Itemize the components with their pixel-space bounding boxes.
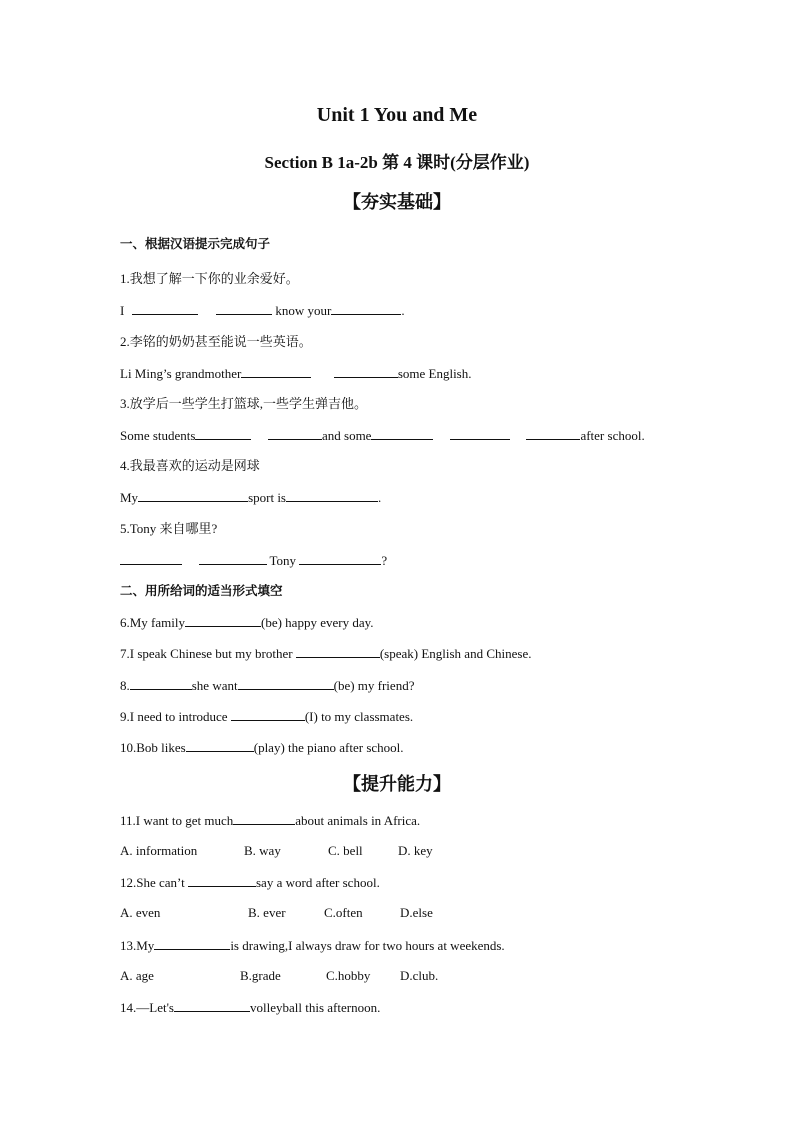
q11-option-b[interactable]: B. way: [244, 843, 281, 858]
q2-blank-1[interactable]: [241, 364, 311, 378]
q3-text-c: after school.: [580, 428, 645, 443]
part-b-heading: 【提升能力】: [343, 774, 451, 794]
q11-text-a: 11.I want to get much: [120, 813, 234, 828]
section1-heading: 一、根据汉语提示完成句子: [120, 236, 271, 251]
q11-text-b: about animals in Africa.: [295, 813, 421, 828]
q12-option-b[interactable]: B. ever: [248, 905, 286, 920]
q1-text-a: I: [120, 303, 125, 318]
q2-chinese: 2.李铭的奶奶甚至能说一些英语。: [120, 334, 312, 349]
q11-option-d[interactable]: D. key: [398, 843, 433, 858]
q4-text-a: My: [120, 490, 139, 505]
q12-text-a: 12.She can’t: [120, 875, 185, 890]
q13-option-b[interactable]: B.grade: [240, 968, 281, 983]
q12-option-a[interactable]: A. even: [120, 905, 161, 920]
q5-text-a: Tony: [269, 553, 297, 568]
q5-blank-3[interactable]: [299, 551, 381, 565]
q3-english: [120, 426, 645, 445]
q12-option-c[interactable]: C.often: [324, 905, 363, 920]
q14-text-a: 14.—Let's: [120, 1000, 174, 1015]
q14-text-b: volleyball this afternoon.: [249, 1000, 381, 1015]
section2-heading: 二、用所给词的适当形式填空: [120, 583, 283, 598]
q3-chinese: 3.放学后一些学生打篮球,一些学生弹吉他。: [120, 396, 368, 411]
q12-blank[interactable]: [188, 873, 256, 887]
q10: [120, 738, 404, 757]
q7: [120, 644, 531, 663]
q4-english: [120, 488, 381, 507]
q8-text-c: (be) my friend?: [333, 678, 415, 693]
q11: [120, 811, 420, 830]
q2-text-b: some English.: [397, 366, 472, 381]
q13-text-b: is drawing,I always draw for two hours at weekends.: [230, 938, 505, 953]
q3-blank-5[interactable]: [526, 426, 580, 440]
q8-text-b: she want: [191, 678, 238, 693]
q5-english: [120, 551, 387, 570]
q1-blank-2[interactable]: [216, 301, 272, 315]
q5-blank-1[interactable]: [120, 551, 182, 565]
q4-text-end: .: [377, 490, 382, 505]
q4-text-b: sport is: [248, 490, 286, 505]
q2-blank-2[interactable]: [334, 364, 398, 378]
q14: [120, 998, 380, 1017]
q12-text-b: say a word after school.: [256, 875, 380, 890]
q13-text-a: 13.My: [120, 938, 155, 953]
q8-blank-1[interactable]: [130, 676, 192, 690]
q1-chinese: 1.我想了解一下你的业余爱好。: [120, 271, 299, 286]
q13: [120, 936, 505, 955]
q5-blank-2[interactable]: [199, 551, 267, 565]
q2-english: [120, 364, 472, 383]
q7-text-b: (speak) English and Chinese.: [379, 646, 532, 661]
q3-blank-4[interactable]: [450, 426, 510, 440]
q13-option-a[interactable]: A. age: [120, 968, 154, 983]
q13-blank[interactable]: [154, 936, 230, 950]
q1-blank-3[interactable]: [331, 301, 401, 315]
q9: [120, 707, 413, 726]
q3-blank-3[interactable]: [371, 426, 433, 440]
q7-text-a: 7.I speak Chinese but my brother: [120, 646, 293, 661]
q11-option-c[interactable]: C. bell: [328, 843, 363, 858]
page-title: Unit 1 You and Me: [316, 104, 478, 126]
q10-blank[interactable]: [186, 738, 254, 752]
q6: [120, 613, 374, 632]
part-a-heading: 【夯实基础】: [343, 192, 451, 212]
q4-chinese: 4.我最喜欢的运动是网球: [120, 458, 260, 473]
q8-blank-2[interactable]: [238, 676, 334, 690]
q10-text-a: 10.Bob likes: [120, 740, 186, 755]
q11-options: [120, 842, 433, 860]
q1-blank-1[interactable]: [132, 301, 198, 315]
q6-text-a: 6.My family: [120, 615, 185, 630]
q11-blank[interactable]: [233, 811, 295, 825]
q13-option-c[interactable]: C.hobby: [326, 968, 371, 983]
page-subtitle: Section B 1a-2b 第 4 课时(分层作业): [264, 153, 530, 172]
q12: [120, 873, 380, 892]
q3-blank-1[interactable]: [195, 426, 251, 440]
q8-text-a: 8.: [120, 678, 130, 693]
q2-text-a: Li Ming’s grandmother: [120, 366, 242, 381]
q1-text-end: .: [401, 303, 405, 318]
q13-option-d[interactable]: D.club.: [400, 968, 439, 983]
q14-blank[interactable]: [174, 998, 250, 1012]
q1-english: [120, 301, 405, 320]
q4-blank-1[interactable]: [138, 488, 248, 502]
q6-text-b: (be) happy every day.: [261, 615, 374, 630]
q9-blank[interactable]: [231, 707, 305, 721]
q13-options: [120, 967, 438, 985]
q5-text-end: ?: [381, 553, 388, 568]
q3-text-b: and some: [321, 428, 372, 443]
q4-blank-2[interactable]: [286, 488, 378, 502]
q3-text-a: Some students: [120, 428, 196, 443]
q9-text-a: 9.I need to introduce: [120, 709, 228, 724]
q1-text-b: know your: [275, 303, 332, 318]
q8: [120, 676, 414, 695]
q12-options: [120, 904, 433, 922]
q11-option-a[interactable]: A. information: [120, 843, 198, 858]
q5-chinese: 5.Tony 来自哪里?: [120, 521, 218, 536]
q6-blank[interactable]: [185, 613, 261, 627]
q3-blank-2[interactable]: [268, 426, 322, 440]
q9-text-b: (I) to my classmates.: [304, 709, 414, 724]
q10-text-b: (play) the piano after school.: [253, 740, 404, 755]
q7-blank[interactable]: [296, 644, 380, 658]
q12-option-d[interactable]: D.else: [400, 905, 433, 920]
